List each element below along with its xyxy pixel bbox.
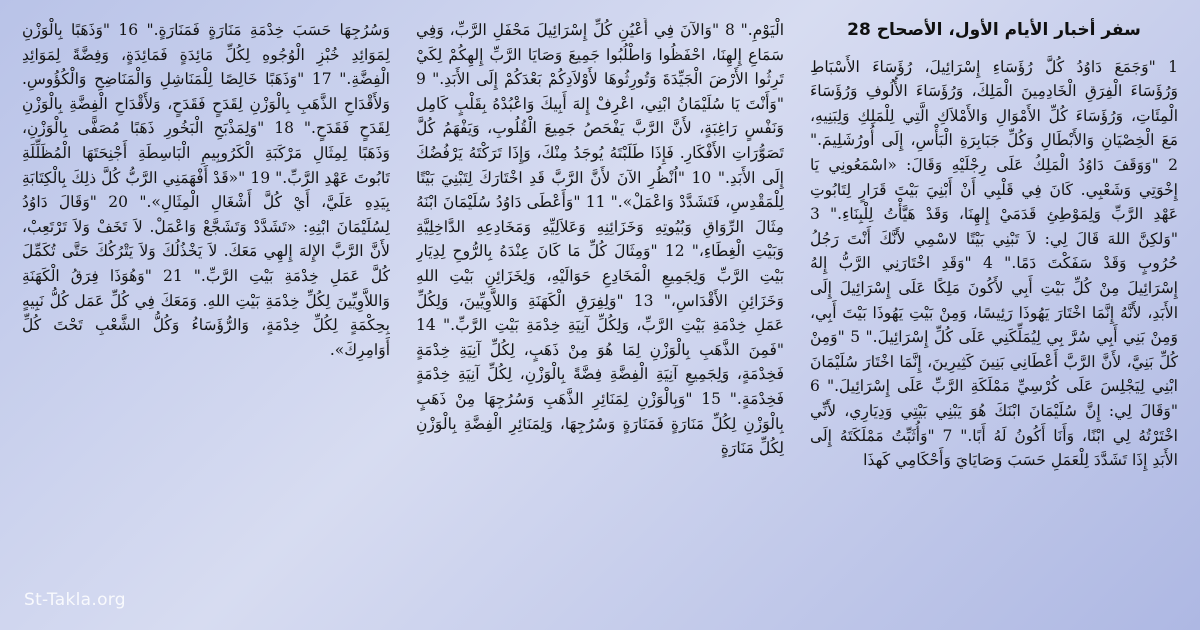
column-2-text: الْيَوْمِ." 8 "وَالآنَ فِي أَعْيُنِ كُلِّ إِسْرَائِيلَ مَحْفَلِ الرَّبِّ، وَفِي سَمَاعِ إِلهِنَا، احْفَظُوا وَاطْلُبُوا جَمِيعَ وَصَايَا الرَّبِّ إِلهِكُمْ لِكَيْ تَرِثُوا الأَرْضَ الْجَيِّدَةَ وَتُورِثُوهَا لأَوْلاَدِكُمْ بَعْدَكُمْ إِلَى الأَبَدِ." 9 "وَأَنْتَ يَا سُلَيْمَانُ ابْنِي، اعْرِفْ إِلهَ أَبِيكَ وَاعْبُدْهُ بِقَلْبٍ كَامِل وَنَفْسٍ رَاغِبَةٍ، لأَنَّ الرَّبَّ يَفْحَصُ جَمِيعَ الْقُلُوبِ، وَيَفْهَمُ كُلَّ تَصَوُّرَاتِ الأَفْكَارِ. فَإِذَا طَلَبْتَهُ يُوجَدُ مِنْكَ، وَإِذَا تَرَكْتَهُ يَرْفُضُكَ إِلَى الأَبَدِ." 10 "اُنْظُرِ الآنَ لأَنَّ الرَّبَّ قَدِ اخْتَارَكَ لِتَبْنِيَ بَيْتًا لِلْمَقْدِسِ، فَتَشَدَّدْ وَاعْمَلْ»." 11 "وَأَعْطَى دَاوُدُ سُلَيْمَانَ ابْنَهُ مِثَالَ الرِّوَاقِ وَبُيُوتِهِ وَخَزَائِنِهِ وَعَلاَلِيِّهِ وَمَخَادِعِهِ الدَّاخِلِيَّةِ وَبَيْتِ الْغِطَاءِ،" 12 "وَمِثَالَ كُلِّ مَا كَانَ عِنْدَهُ بِالرُّوحِ لِدِيَارِ بَيْتِ الرَّبِّ وَلِجَمِيعِ الْمَخَادِعِ حَوَالَيْهِ، وَلِخَزَائِنِ بَيْتِ اللهِ وَخَزَائِنِ الأَقْدَاسِ،" 13 "وَلِفِرَقِ الْكَهَنَةِ وَاللاَّوِيِّينَ، وَلِكُلِّ عَمَلِ خِدْمَةِ بَيْتِ الرَّبِّ، وَلِكُلِّ آنِيَةِ خِدْمَةِ بَيْتِ الرَّبِّ." 14 "فَمِنَ الذَّهَبِ بِالْوَزْنِ لِمَا هُوَ مِنْ ذَهَبٍ، لِكُلِّ آنِيَةِ خِدْمَةٍ فَخِدْمَةٍ، وَلِجَمِيعِ آنِيَةِ الْفِضَّةِ فِضَّةً بِالْوَزْنِ، لِكُلِّ آنِيَةِ خِدْمَةٍ فَخِدْمَةٍ." 15 "وَبِالْوَزْنِ لِمَنَائِرِ الذَّهَبِ وَسُرُجِهَا مِنْ ذَهَبٍ بِالْوَزْنِ لِكُلِّ مَنَارَةٍ فَمَنَارَةٍ وَسُرُجِهَا، وَلِمَنَائِرِ الْفِضَّةِ بِالْوَزْنِ لِكُلِّ مَنَارَةٍ (416, 21, 784, 458)
text-column-1 (810, 18, 1178, 618)
column-3-text: وَسُرُجِهَا حَسَبَ خِدْمَةِ مَنَارَةٍ فَمَنَارَةٍ." 16 "وَذَهَبًا بِالْوَزْنِ لِمَوَائِدِ خُبْزِ الْوُجُوهِ لِكُلِّ مَائِدَةٍ فَمَائِدَةٍ، وَفِضَّةً لِمَوَائِدِ الْفِضَّةِ." 17 "وَذَهَبًا خَالِصًا لِلْمَنَاشِلِ وَالْمَنَاضِحِ وَالْكُؤُوسِ. وَلأَقْدَاحِ الذَّهَبِ بِالْوَزْنِ لِقَدَحٍ فَقَدَحٍ، وَلأَقْدَاحِ الْفِضَّةِ بِالْوَزْنِ لِقَدَحٍ فَقَدَحٍ." 18 "وَلِمَذْبَحِ الْبَخُورِ ذَهَبًا مُصَفًّى بِالْوَزْنِ، وَذَهَبًا لِمِثَالِ مَرْكَبَةِ الْكَرُوبِيمِ الْبَاسِطَةِ أَجْنِحَتَهَا الْمُظَلِّلَةِ تَابُوتَ عَهْدِ الرَّبِّ." 19 "«قَدْ أَفْهَمَنِي الرَّبُّ كُلَّ ذلِكَ بِالْكِتَابَةِ بِيَدِهِ عَلَيَّ، أَيْ كُلَّ أَشْغَالِ الْمِثَالِ»." 20 "وَقَالَ دَاوُدُ لِسُلَيْمَانَ ابْنِهِ: «تَشَدَّدْ وَتَشَجَّعْ وَاعْمَلْ. لاَ تَخَفْ وَلاَ تَرْتَعِبْ، لأَنَّ الرَّبَّ الإِلهَ إِلهِي مَعَكَ. لاَ يَخْذُلُكَ وَلاَ يَتْرُكُكَ حَتَّى تُكَمِّلَ كُلَّ عَمَلِ خِدْمَةِ بَيْتِ الرَّبِّ." 21 "وَهُوَذَا فِرَقُ الْكَهَنَةِ وَاللاَّوِيِّينَ لِكُلِّ خِدْمَةِ بَيْتِ اللهِ. وَمَعَكَ فِي كُلِّ عَمَل كُلُّ نَبِيهٍ بِحِكْمَةٍ لِكُلِّ خِدْمَةٍ، وَالرُّؤَسَاءُ وَكُلُّ الشَّعْبِ تَحْتَ كُلِّ أَوَامِرِكَ». (22, 21, 390, 359)
text-column-3 (22, 18, 390, 618)
text-column-2 (416, 18, 784, 618)
column-1-text: 1 "وَجَمَعَ دَاوُدُ كُلَّ رُؤَسَاءِ إِسْرَائِيلَ، رُؤَسَاءَ الأَسْبَاطِ وَرُؤَسَاءَ الْفِرَقِ الْخَادِمِينَ الْمَلِكَ، وَرُؤَسَاءَ الأُلُوفِ وَرُؤَسَاءَ الْمِئَاتِ، وَرُؤَسَاءَ كُلِّ الأَمْوَالِ وَالأَمْلاَكِ الَّتِي لِلْمَلِكِ وَلِبَنِيهِ، مَعَ الْخِصْيَانِ وَالأَبْطَالِ وَكُلِّ جَبَابِرَةِ الْبَأْسِ، إِلَى أُورُشَلِيمَ." 2 "وَوَقَفَ دَاوُدُ الْمَلِكُ عَلَى رِجْلَيْهِ وَقَالَ: «اسْمَعُونِي يَا إِخْوَتِي وَشَعْبِي. كَانَ فِي قَلْبِي أَنْ أَبْنِيَ بَيْتَ قَرَارٍ لِتَابُوتِ عَهْدِ الرَّبِّ وَلِمَوْطِئِ قَدَمَيْ إِلهِنَا، وَقَدْ هَيَّأْتُ لِلْبِنَاءِ." 3 "وَلكِنَّ اللهَ قَالَ لِي: لاَ تَبْنِي بَيْتًا لاسْمِي لأَنَّكَ أَنْتَ رَجُلُ حُرُوبٍ وَقَدْ سَفَكْتَ دَمًا." 4 "وَقَدِ اخْتَارَنِي الرَّبُّ إِلهُ إِسْرَائِيلَ مِنْ كُلِّ بَيْتِ أَبِي لأَكُونَ مَلِكًا عَلَى إِسْرَائِيلَ إِلَى الأَبَدِ، لأَنَّهُ إِنَّمَا اخْتَارَ يَهُوذَا رَئِيسًا، وَمِنْ بَيْتِ يَهُوذَا بَيْتَ أَبِي، وَمِنْ بَنِي أَبِي سُرَّ بِي لِيُمَلِّكَنِي عَلَى كُلِّ إِسْرَائِيلَ." 5 "وَمِنْ كُلِّ بَنِيَّ، لأَنَّ الرَّبَّ أَعْطَانِي بَنِينَ كَثِيرِينَ، إِنَّمَا اخْتَارَ سُلَيْمَانَ ابْنِي لِيَجْلِسَ عَلَى كُرْسِيِّ مَمْلَكَةِ الرَّبِّ عَلَى إِسْرَائِيلَ." 6 "وَقَالَ لِي: إِنَّ سُلَيْمَانَ ابْنَكَ هُوَ يَبْنِي بَيْتِي وَدِيَارِي، لأَنِّي اخْتَرْتُهُ لِي ابْنًا، وَأَنَا أَكُونُ لَهُ أَبًا." 7 "وَأُثَبِّتُ مَمْلَكَتَهُ إِلَى الأَبَدِ إِذَا تَشَدَّدَ لِلْعَمَلِ حَسَبَ وَصَايَايَ وَأَحْكَامِي كَهذَا (810, 57, 1178, 470)
site-watermark: St-Takla.org (24, 590, 126, 610)
chapter-title: سفر أخبار الأيام الأول، الأصحاح 28 (847, 20, 1141, 40)
